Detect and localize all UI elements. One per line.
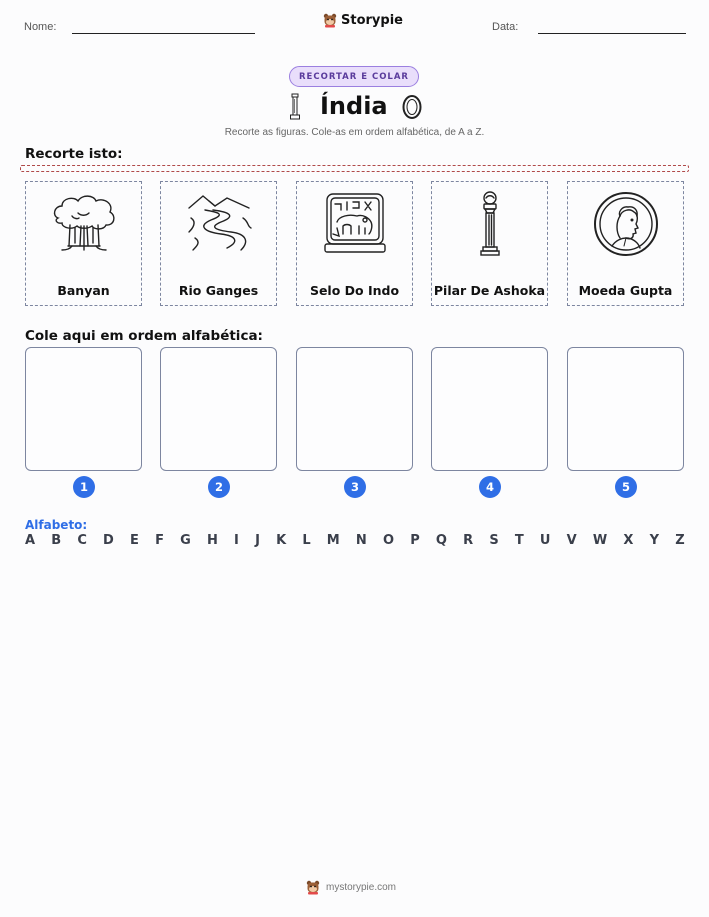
alphabet-letter: L [302, 533, 311, 548]
alphabet-letter: V [566, 533, 577, 548]
alphabet-letter: Z [675, 533, 685, 548]
alphabet-letter: W [592, 533, 608, 548]
name-label: Nome: [24, 21, 57, 33]
alphabet-letter: A [25, 533, 36, 548]
alphabet-letter: Y [649, 533, 660, 548]
alphabet-letter: T [514, 533, 524, 548]
paste-heading: Cole aqui em ordem alfabética: [25, 328, 263, 344]
card-label: Rio Ganges [178, 283, 259, 298]
banyan-tree-icon [48, 188, 120, 260]
ashoka-pillar-icon [454, 188, 526, 260]
card-label: Banyan [57, 283, 110, 298]
card-label: Moeda Gupta [578, 283, 673, 298]
activity-badge: RECORTAR E COLAR [289, 66, 419, 87]
alphabet-letter: O [382, 533, 395, 548]
paste-box-3[interactable] [296, 347, 413, 471]
alphabet-letter: N [355, 533, 367, 548]
paste-box-1[interactable] [25, 347, 142, 471]
position-number-3: 3 [344, 476, 366, 498]
alphabet-letter: M [326, 533, 340, 548]
date-label: Data: [492, 21, 519, 33]
cut-heading: Recorte isto: [25, 146, 123, 162]
cut-card-2[interactable] [160, 181, 277, 306]
page-title: Índia [320, 92, 388, 120]
date-line [538, 33, 686, 34]
footer-url: mystorypie.com [326, 882, 397, 893]
storypie-mascot-icon [306, 880, 320, 895]
alphabet-letter: I [234, 533, 239, 548]
cut-card-4[interactable] [431, 181, 548, 306]
instructions: Recorte as figuras. Cole-as em ordem alfabética, de A a Z. [224, 127, 485, 138]
cut-card-1[interactable] [25, 181, 142, 306]
alphabet-letter: C [77, 533, 87, 548]
alphabet-heading: Alfabeto: [25, 518, 88, 532]
alphabet-letter: U [539, 533, 551, 548]
pillar-decoration-icon [289, 93, 301, 120]
alphabet-letter: X [623, 533, 634, 548]
alphabet-letter: K [276, 533, 287, 548]
cut-card-3[interactable] [296, 181, 413, 306]
paste-box-4[interactable] [431, 347, 548, 471]
alphabet-letter: S [489, 533, 499, 548]
indus-seal-icon [319, 188, 391, 260]
card-label: Selo Do Indo [309, 283, 400, 298]
brand-logo [323, 13, 403, 28]
alphabet-letter: E [130, 533, 139, 548]
name-line [72, 33, 255, 34]
coin-decoration-icon [401, 94, 423, 120]
alphabet-letter: H [206, 533, 218, 548]
footer [306, 880, 396, 895]
cut-line [20, 165, 689, 172]
alphabet-letter: D [103, 533, 114, 548]
paste-box-2[interactable] [160, 347, 277, 471]
card-label: Pilar De Ashoka [433, 283, 546, 298]
alphabet-row [25, 533, 685, 548]
position-number-5: 5 [615, 476, 637, 498]
gupta-coin-icon [590, 188, 662, 260]
alphabet-letter: F [155, 533, 164, 548]
brand-name: Storypie [341, 13, 403, 28]
position-number-1: 1 [73, 476, 95, 498]
cut-card-5[interactable] [567, 181, 684, 306]
alphabet-letter: J [255, 533, 260, 548]
river-icon [183, 188, 255, 260]
alphabet-letter: R [463, 533, 474, 548]
paste-box-5[interactable] [567, 347, 684, 471]
position-number-2: 2 [208, 476, 230, 498]
alphabet-letter: Q [435, 533, 447, 548]
position-number-4: 4 [479, 476, 501, 498]
alphabet-letter: P [410, 533, 420, 548]
alphabet-letter: G [180, 533, 191, 548]
alphabet-letter: B [51, 533, 62, 548]
storypie-mascot-icon [323, 13, 337, 28]
